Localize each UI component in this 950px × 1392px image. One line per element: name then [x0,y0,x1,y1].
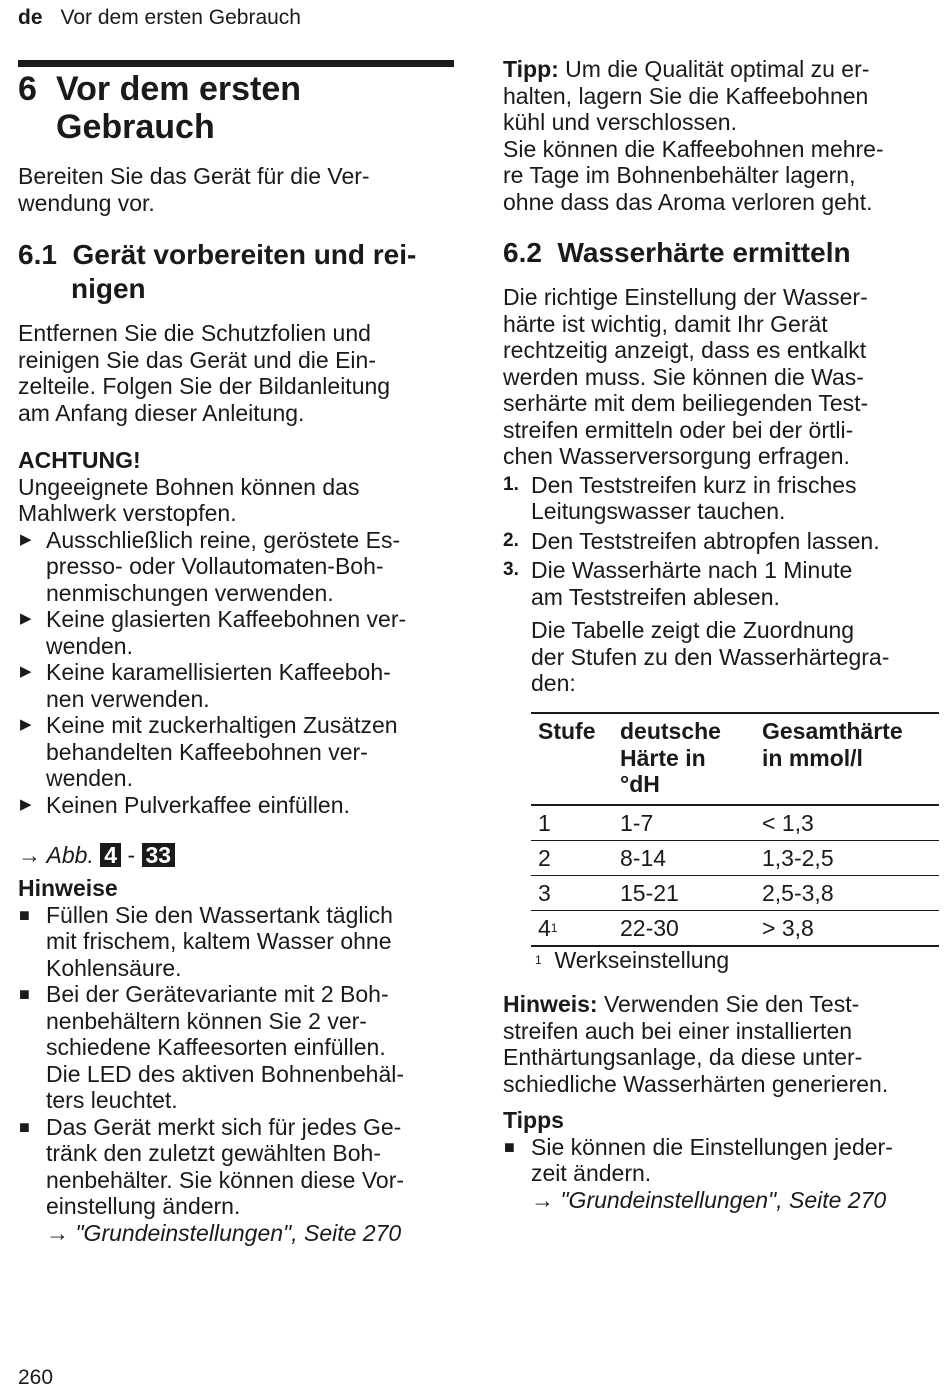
text-line: Stufe [538,718,596,744]
note-item [18,1114,454,1247]
text-line: deutsche [620,718,721,744]
section-62-body [503,284,940,697]
table-cell: 8-14 [613,840,755,875]
table-cell: 1 [531,805,613,841]
figref-prefix: → Abb. [18,842,94,868]
text-line: den: [531,670,576,696]
text-line: Gesamthärte [762,718,903,744]
notes-title: Hinweise [18,875,118,901]
text-line: nenbehältern können Sie 2 ver- [46,1007,367,1034]
text-line: zeit ändern. [531,1160,652,1186]
text-line: Das Gerät merkt sich für jedes Ge- [46,1113,402,1140]
text-line: am Anfang dieser Anleitung. [18,399,305,426]
text-line: schiedliche Wasserhärten generieren. [503,1070,889,1097]
warning-item [18,792,454,819]
table-cell: < 1,3 [755,805,939,841]
table-row [531,875,939,910]
text-line: zelteile. Folgen Sie der Bildanleitung [18,373,391,399]
square-bullet-icon: ■ [504,1136,515,1157]
text-line: mit frischem, kaltem Wasser ohne [46,928,392,954]
table-cell: 2,5-3,8 [755,875,939,910]
language-code: de [18,6,43,29]
text-line: nen verwenden. [46,685,210,712]
step-number: 3. [503,559,519,580]
table-cell: 1,3-2,5 [755,840,939,875]
text-line: Keine karamellisierten Kaffeeboh- [46,659,391,685]
text-line: behandelten Kaffeebohnen ver- [46,738,368,765]
text-line: nenmischungen verwenden. [46,579,334,606]
text-line: Die Tabelle zeigt die Zuordnung [531,617,855,643]
text-line: wenden. [46,765,133,791]
tips-title: Tipps [503,1107,564,1133]
section-61-body [18,320,454,426]
text-line: re Tage im Bohnenbehälter lagern, [503,162,856,188]
section-6-intro [18,163,454,216]
text-line: Den Teststreifen kurz in frisches [531,471,857,498]
table-cell [531,910,613,946]
figref-separator: - [127,842,136,868]
table-row [531,840,939,875]
text-line: wenden. [46,632,133,659]
column-header-dh [613,713,755,805]
warning-item [18,527,454,607]
text-line: in mmol/l [762,744,863,771]
triangle-bullet-icon: ▶ [20,716,32,733]
text-line: reinigen Sie das Gerät und die Ein- [18,346,376,373]
table-cell: 3 [531,875,613,910]
header-title: Vor dem ersten Gebrauch [60,6,301,29]
section-61-heading [18,238,454,306]
footnote-text: Werkseinstellung [554,947,730,973]
table-row [531,910,939,946]
text-line: Keinen Pulverkaffee einfüllen. [46,791,350,818]
footnote-marker: 1 [550,920,558,935]
text-line: rechtzeitig anzeigt, dass es entkalkt [503,337,867,363]
text-line: Die LED des aktiven Bohnenbehäl- [46,1060,405,1087]
tip-label: Tipp: [503,56,559,82]
text-line: streifen auch bei einer installierten [503,1017,853,1044]
column-header-mmol [755,713,939,805]
section-62-title: Wasserhärte ermitteln [557,237,851,268]
text-line: halten, lagern Sie die Kaffeebohnen [503,82,869,109]
footnote-marker: 1 [535,953,542,967]
text-line: streifen ermitteln oder bei der örtli- [503,416,854,443]
step-item [503,557,940,610]
notes-block [18,875,454,1246]
text-line: Sie können die Einstellungen jeder- [531,1133,893,1160]
triangle-bullet-icon: ▶ [20,663,32,680]
table-footnote [535,947,729,974]
text-line: Bereiten Sie das Gerät für die Ver- [18,163,370,189]
text-line: Um die Qualität optimal zu er- [558,56,870,82]
hint-label: Hinweis: [503,991,598,1017]
cell-value: 4 [538,914,551,941]
tip-block [503,56,940,215]
section-61-number: 6.1 [18,239,57,270]
section-6-title-line2: Gebrauch [56,108,215,146]
section-rule [18,60,454,67]
text-line: °dH [620,771,660,797]
warning-text-line: Ungeeignete Bohnen können das [18,473,360,500]
tip-item [503,1134,940,1214]
text-line: Kohlensäure. [46,954,182,981]
text-line: chen Wasserversorgung erfragen. [503,443,850,469]
text-line: Enthärtungsanlage, da diese unter- [503,1044,863,1070]
section-6-number: 6 [18,70,37,108]
text-line: werden muss. Sie können die Was- [503,363,864,390]
table-row [531,805,939,841]
text-line: Ausschließlich reine, geröstete Es- [46,526,401,553]
warning-title: ACHTUNG! [18,447,141,473]
table-header-row [531,713,939,805]
cross-reference-link[interactable]: → "Grundeinstellungen", Seite 270 [531,1186,887,1213]
figure-badge: 4 [100,843,121,867]
text-line: härte ist wichtig, damit Ihr Gerät [503,310,828,337]
column-header-stufe [531,713,613,805]
text-line: presso- oder Vollautomaten-Boh- [46,553,384,579]
cross-reference-link[interactable]: → "Grundeinstellungen", Seite 270 [46,1219,402,1246]
square-bullet-icon: ■ [19,904,30,925]
warning-item [18,712,454,792]
text-line: ters leuchtet. [46,1087,178,1113]
figure-badge: 33 [142,843,176,867]
text-line: nenbehälter. Sie können diese Vor- [46,1166,405,1193]
square-bullet-icon: ■ [19,984,30,1004]
text-line: Bei der Gerätevariante mit 2 Boh- [46,981,389,1007]
step-item [503,528,940,555]
text-line: einstellung ändern. [46,1193,241,1219]
page-number: 260 [18,1366,54,1389]
section-62-number: 6.2 [503,237,542,268]
text-line: Verwenden Sie den Test- [597,991,860,1017]
text-line: wendung vor. [18,189,155,216]
text-line: Die richtige Einstellung der Wasser- [503,284,868,310]
warning-item [18,659,454,712]
text-line: Sie können die Kaffeebohnen mehre- [503,135,884,162]
triangle-bullet-icon: ▶ [20,530,32,548]
step-item [503,472,940,525]
running-header [18,6,301,30]
hint-block [503,991,943,1097]
section-61-title-line1: Gerät vorbereiten und rei- [72,239,417,270]
text-line: Härte in [620,744,706,771]
text-line: Füllen Sie den Wassertank täglich [46,901,393,928]
text-line: Den Teststreifen abtropfen lassen. [531,527,880,554]
table-intro [503,617,940,697]
text-line: Leitungswasser tauchen. [531,498,786,524]
note-item [18,981,454,1114]
square-bullet-icon: ■ [19,1116,30,1137]
note-item [18,902,454,982]
text-line: ohne dass das Aroma verloren geht. [503,188,873,215]
section-6-title-line1: Vor dem ersten [56,70,302,108]
text-line: Entfernen Sie die Schutzfolien und [18,320,371,346]
section-62-heading [503,236,940,270]
table-cell: 22-30 [613,910,755,946]
triangle-bullet-icon: ▶ [20,795,32,813]
table-cell: 2 [531,840,613,875]
triangle-bullet-icon: ▶ [20,610,32,627]
table-cell: 15-21 [613,875,755,910]
text-line: der Stufen zu den Wasserhärtegra- [531,643,890,670]
text-line: Keine mit zuckerhaltigen Zusätzen [46,712,398,738]
text-line: serhärte mit dem beiliegenden Test- [503,390,869,416]
step-number: 1. [503,473,519,495]
text-line: kühl und verschlossen. [503,109,737,135]
step-number: 2. [503,529,519,551]
text-line: tränk den zuletzt gewählten Boh- [46,1140,381,1166]
figure-reference[interactable] [18,842,175,869]
tips-block [503,1107,940,1213]
section-61-title-line2: nigen [71,273,146,304]
section-6-heading [18,70,301,146]
text-line: schiedene Kaffeesorten einfüllen. [46,1034,386,1060]
text-line: Die Wasserhärte nach 1 Minute [531,557,853,583]
warning-block [18,447,454,818]
water-hardness-table [531,712,939,947]
text-line: Keine glasierten Kaffeebohnen ver- [46,606,407,632]
table-cell: 1-7 [613,805,755,841]
table-cell: > 3,8 [755,910,939,946]
warning-text-line: Mahlwerk verstopfen. [18,500,237,526]
warning-item [18,606,454,659]
text-line: am Teststreifen ablesen. [531,583,780,610]
